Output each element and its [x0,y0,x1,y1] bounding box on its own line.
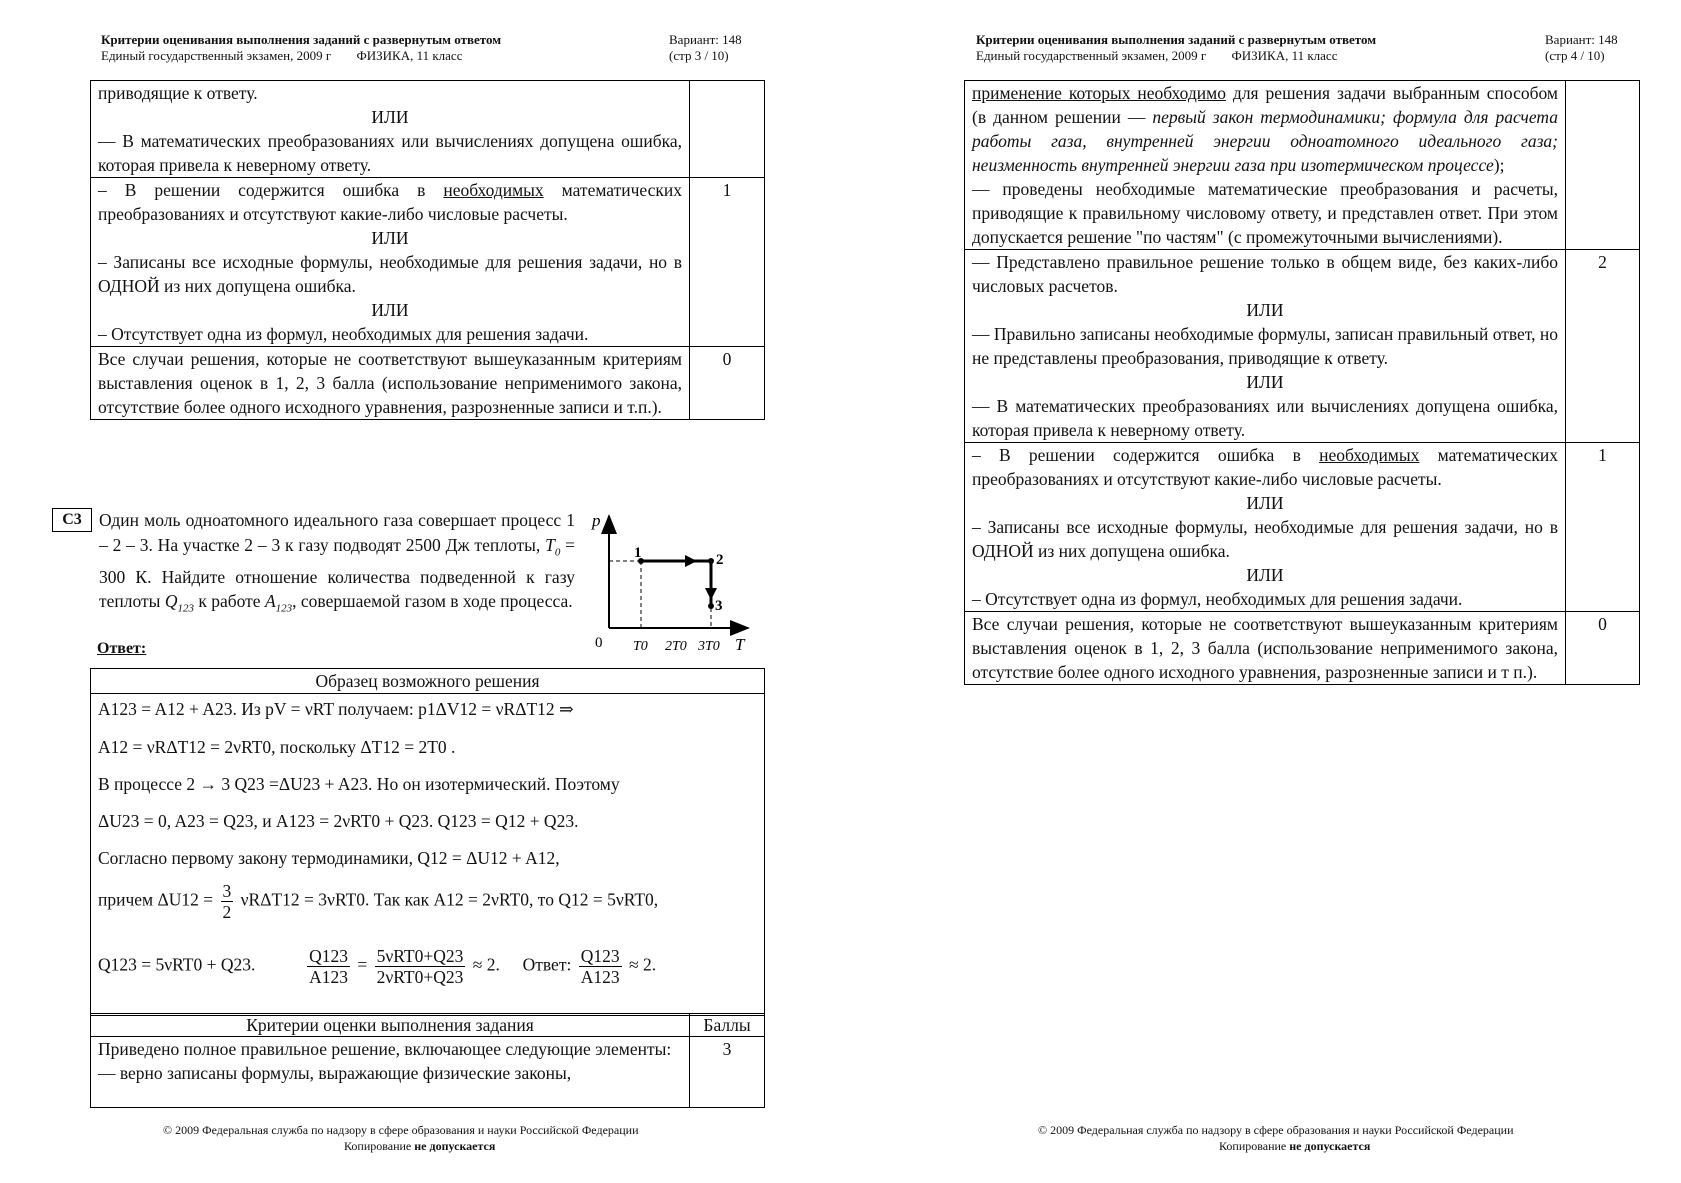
solution-text: Q123 = 5νRT0 + Q23. [98,954,256,975]
task-text-part: к работе [193,591,265,611]
table-row [965,612,1640,685]
criteria-text: — верно записаны формулы, выражающие физические законы, [98,1063,572,1083]
answer-label: Ответ: [97,640,147,657]
criteria-italic: первый закон термодинамики; формула для расчета работы газа, внутренней энергии одноатомного идеального газа; неизменность внутренней энергии газа при изотермическом процессе [972,107,1558,175]
criteria-text: — Представлено правильное решение только в общем виде, без каких-либо числовых расчетов. [972,252,1558,296]
task-text-part: Один моль одноатомного идеального газа совершает процесс 1 – 2 – 3. На участке 2 – 3 к газу подводят 2500 Дж теплоты, [99,510,575,555]
solution-answer-label: Ответ: [522,954,572,975]
table-row [91,178,765,347]
point-3-marker [708,603,714,609]
t0-letter: T [545,534,555,555]
header-exam [976,48,1337,64]
criteria-text: – Отсутствует одна из формул, необходимых для решения задачи. [98,324,589,344]
footer-copyright: © 2009 Федеральная служба по надзору в сфере образования и науки Российской Федерации [1038,1123,1514,1137]
criteria-text [972,443,1558,491]
solution-line: ΔU23 = 0, A23 = Q23, и A123 = 2νRT0 + Q23. Q123 = Q12 + Q23. [98,811,579,831]
task-text-part: , совершаемой газом в ходе процесса. [292,591,573,611]
t0-symbol [545,534,561,558]
criteria-text [98,178,682,226]
fraction-numerator: Q123 [580,946,620,966]
criteria-cell: Все случаи решения, которые не соответствуют вышеуказанным критериям выставления оценок в 1, 2, 3 балла (использование неприменимого закона, отсутствие более одного исходного уравнения, разрозненные записи и т.п.). [91,347,690,420]
footer-copy-notice [344,1139,495,1154]
criteria-table-continued [964,80,1640,685]
x-axis-label: T [735,635,745,654]
page-number: (стр 4 / 10) [1545,48,1605,63]
score-cell: 3 [690,1037,765,1108]
y-axis-label: p [592,511,601,530]
solution-line [98,881,658,922]
criteria-underlined: необходимых [443,180,544,200]
fraction-ratio [375,946,466,987]
header-variant: Вариант: 148 [1545,32,1618,47]
or-label: ИЛИ [1246,300,1284,320]
score-cell: 0 [1566,612,1640,685]
criteria-text-part: математических преобразованиях и отсутствуют какие-либо числовые расчеты. [98,180,683,224]
solution-line [98,946,656,987]
fraction-q-a [307,946,350,987]
fraction-denominator: 2 [222,902,232,922]
criteria-text: — В математических преобразованиях или вычислениях допущена ошибка, которая привела к неверному ответу. [98,131,682,175]
or-label: ИЛИ [371,228,409,248]
criteria-cell [965,250,1566,443]
right-page [840,0,1680,1183]
fraction-denominator: A123 [580,967,620,987]
criteria-text-part: математических преобразованиях и отсутствуют какие-либо числовые расчеты. [972,445,1559,489]
footer-copy-notice [1219,1139,1370,1154]
header-title: Критерии оценивания выполнения заданий с развернутым ответом [101,32,502,47]
score-cell: 1 [1566,443,1640,612]
table-row [91,1037,765,1108]
table-row [965,443,1640,612]
q-symbol [164,591,194,615]
footer-text: Копирование [1219,1139,1290,1153]
score-cell: 2 [1566,250,1640,443]
criteria-cell [965,81,1566,250]
a-symbol [264,591,293,615]
solution-heading: Образец возможного решения [91,669,764,694]
solution-text: = [357,954,368,975]
or-label: ИЛИ [1246,493,1284,513]
task-text [99,508,575,621]
solution-text: ≈ 2. [628,954,657,975]
criteria-table-continued [90,80,765,420]
criteria-text: Приведено полное правильное решение, включающее следующие элементы: [98,1039,672,1059]
a-letter: A [264,591,276,611]
solution-text: νRΔT12 = 3νRT0. Так как A12 = 2νRT0, то Q12 = 5νRT0, [240,889,659,910]
score-cell [690,81,765,178]
t0-sub: 0 [554,546,561,558]
footer-bold: не допускается [414,1139,496,1153]
point-3-label: 3 [715,598,723,614]
header-title: Критерии оценивания выполнения заданий с развернутым ответом [976,32,1377,47]
score-header: Баллы [690,1014,765,1037]
task-text-part: = 300 К. Найдите отношение количества подведенной к газу теплоты [99,534,576,611]
point-1-label: 1 [634,545,642,561]
solution-line: В процессе 2 → 3 Q23 =ΔU23 + A23. Но он изотермический. Поэтому [98,774,620,794]
fraction-denominator: A123 [309,967,349,987]
criteria-text: — Правильно записаны необходимые формулы, записан правильный ответ, но не представлены преобразования, приводящие к ответу. [972,324,1558,368]
tick-label-t0: T0 [633,639,648,654]
fraction-numerator: 5νRT0+Q23 [376,946,464,966]
score-cell [1566,81,1640,250]
fraction-3-2 [221,881,234,922]
page-number: (стр 3 / 10) [669,48,729,63]
table-row [91,347,765,420]
criteria-text: — проведены необходимые математические преобразования и расчеты, приводящие к правильному числовому ответу, и представлен ответ. При этом допускается решение "по частям" (с промежуточными вычислениями). [972,179,1558,247]
criteria-text: – Записаны все исходные формулы, необходимые для решения задачи, но в ОДНОЙ из них допущена ошибка. [98,252,682,296]
header-subject: ФИЗИКА, 11 класс [356,48,463,63]
fraction-denominator: 2νRT0+Q23 [376,967,464,987]
criteria-text: приводящие к ответу. [98,83,258,103]
criteria-text [972,81,1558,177]
footer-copyright: © 2009 Федеральная служба по надзору в сфере образования и науки Российской Федерации [163,1123,639,1137]
solution-box [90,668,765,1016]
solution-line: A12 = νRΔT12 = 2νRT0, поскольку ΔT12 = 2T0 . [98,737,456,757]
header-variant: Вариант: 148 [669,32,742,47]
table-row [965,250,1640,443]
header-subject: ФИЗИКА, 11 класс [1231,48,1338,63]
point-2-marker [708,558,714,564]
criteria-cell [965,443,1566,612]
criteria-text: – Записаны все исходные формулы, необходимые для решения задачи, но в ОДНОЙ из них допущена ошибка. [972,517,1558,561]
footer-text: Копирование [344,1139,415,1153]
criteria-cell [91,178,690,347]
header-exam-text: Единый государственный экзамен, 2009 г [101,48,332,63]
pt-graph [585,508,755,658]
criteria-text-part: для решения задачи выбранным способом (в данном решении — [972,83,1559,127]
criteria-text-part: – В решении содержится ошибка в [972,445,1320,465]
criteria-cell [91,1037,690,1108]
fraction-numerator: Q123 [309,946,349,966]
criteria-text-part: – В решении содержится ошибка в [98,180,444,200]
score-cell: 0 [690,347,765,420]
arrow-1-2 [685,555,697,567]
left-page [0,0,840,1183]
q-letter: Q [164,591,178,611]
tick-label-2t0: 2T0 [665,639,687,654]
score-cell: 1 [690,178,765,347]
solution-text: ≈ 2. [472,954,500,975]
or-label: ИЛИ [1246,565,1284,585]
or-label: ИЛИ [1246,372,1284,392]
a-sub: 123 [275,602,293,615]
table-header-row [91,1014,765,1037]
criteria-text: — В математических преобразованиях или вычислениях допущена ошибка, которая привела к неверному ответу. [972,396,1558,440]
criteria-header: Критерии оценки выполнения задания [91,1014,690,1037]
solution-line: Согласно первому закону термодинамики, Q12 = ΔU12 + A12, [98,848,560,868]
header-exam [101,48,462,64]
task-label: C3 [52,508,92,532]
header-exam-text: Единый государственный экзамен, 2009 г [976,48,1207,63]
point-2-label: 2 [716,552,724,568]
solution-line: A123 = A12 + A23. Из pV = νRT получаем: p1ΔV12 = νRΔT12 ⇒ [98,699,574,719]
criteria-underlined: применение которых необходимо [972,83,1226,103]
tick-label-3t0: 3T0 [698,639,720,654]
criteria-table [90,1013,765,1108]
criteria-cell [91,81,690,178]
criteria-cell: Все случаи решения, которые не соответствуют вышеуказанным критериям выставления оценок в 1, 2, 3 балла (использование неприменимого закона, отсутствие более одного исходного уравнения, разрозненные записи и т п.). [965,612,1566,685]
solution-text: причем ΔU12 = [98,889,214,910]
table-row [91,81,765,178]
criteria-text-part: ); [1493,155,1505,175]
fraction-numerator: 3 [222,881,232,901]
or-label: ИЛИ [371,107,409,127]
q-sub: 123 [177,602,194,615]
or-label: ИЛИ [371,300,409,320]
origin-label: 0 [595,635,603,651]
criteria-text: – Отсутствует одна из формул, необходимых для решения задачи. [972,589,1463,609]
table-row [965,81,1640,250]
footer-bold: не допускается [1289,1139,1371,1153]
fraction-q-a-answer [579,946,622,987]
criteria-underlined: необходимых [1319,445,1420,465]
